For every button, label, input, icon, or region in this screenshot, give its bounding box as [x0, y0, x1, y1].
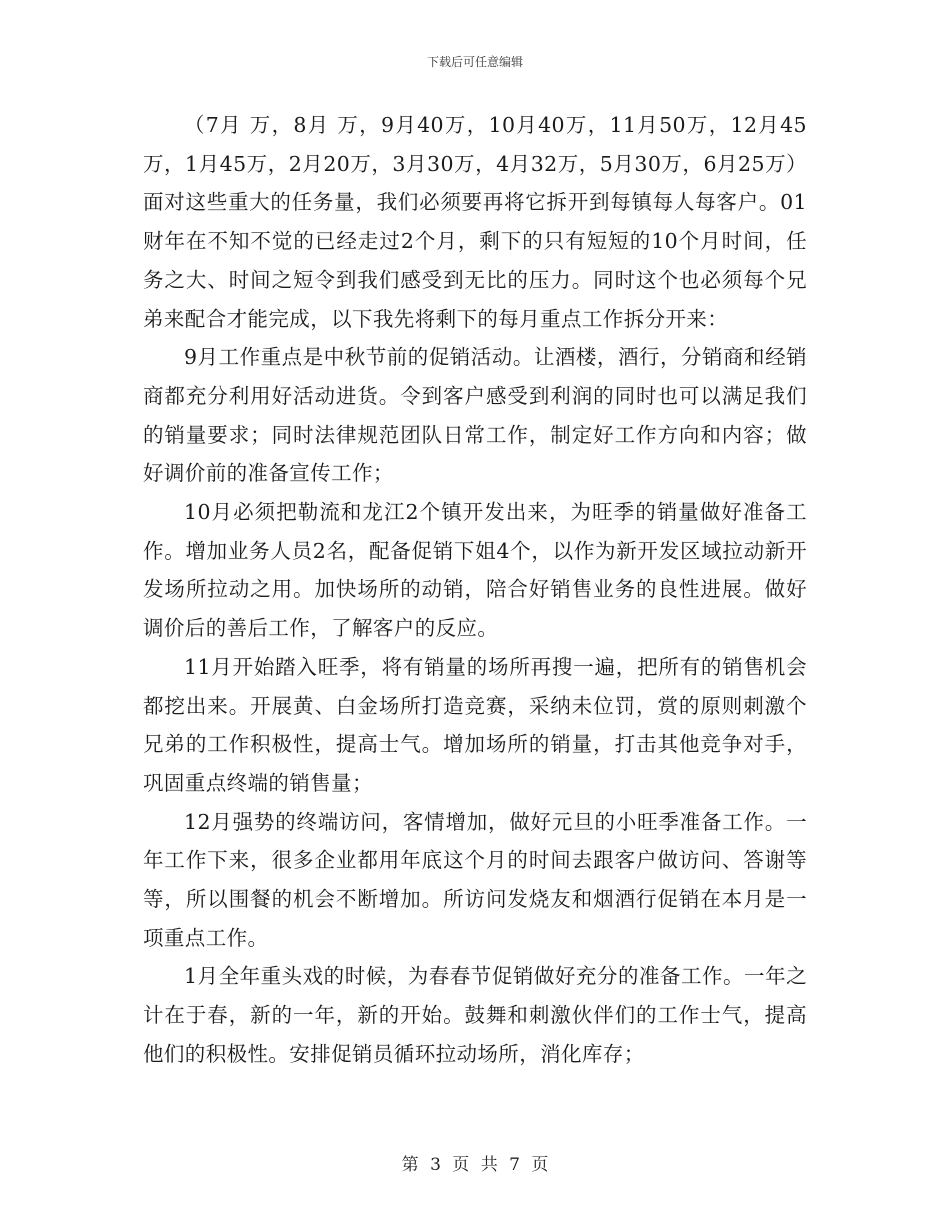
- page-header: 下载后可任意编辑: [426, 55, 523, 69]
- paragraph-september: 9月工作重点是中秋节前的促销活动。让酒楼，酒行，分销商和经销商都充分利用好活动进货。令到客户感受到利润的同时也可以满足我们的销量要求；同时法律规范团队日常工作，制定好工作方向和内容；做好调价前的准备宣传工作；: [143, 345, 807, 486]
- paragraph-october: 10月必须把勒流和龙江2个镇开发出来，为旺季的销量做好准备工作。增加业务人员2名，配备促销下姐4个，以作为新开发区域拉动新开发场所拉动之用。加快场所的动销，陪合好销售业务的良性进展。做好调价后的善后工作，了解客户的反应。: [143, 500, 807, 641]
- paragraph-task-targets: （7月 万，8月 万，9月40万，10月40万，11月50万，12月45万，1月45万，2月20万，3月30万，4月32万，5月30万，6月25万） 面对这些重大的任务量，我们必须要再将它拆开到每镇每人每客户。01财年在不知不觉的已经走过2个月，剩下的只有短短的10个月时间，任务之大、时间之短令到我们感受到无比的压力。同时这个也必须每个兄弟来配合才能完成，以下我先将剩下的每月重点工作拆分开来：: [143, 113, 807, 331]
- page-number-footer: 第 3 页 共 7 页: [401, 1155, 549, 1175]
- paragraph-november: 11月开始踏入旺季，将有销量的场所再搜一遍，把所有的销售机会都挖出来。开展黄、白金场所打造竞赛，采纳未位罚，赏的原则刺激个兄弟的工作积极性，提高士气。增加场所的销量，打击其他竞争对手，巩固重点终端的销售量；: [143, 654, 807, 795]
- paragraph-january: 1月全年重头戏的时候，为春春节促销做好充分的准备工作。一年之计在于春，新的一年，新的开始。鼓舞和刺激伙伴们的工作士气，提高他们的积极性。安排促销员循环拉动场所，消化库存；: [143, 964, 807, 1066]
- paragraph-december: 12月强势的终端访问，客情增加，做好元旦的小旺季准备工作。一年工作下来，很多企业都用年底这个月的时间去跟客户做访问、答谢等等，所以围餐的机会不断增加。所访问发烧友和烟酒行促销在本月是一项重点工作。: [143, 809, 807, 950]
- document-body: [143, 106, 807, 1074]
